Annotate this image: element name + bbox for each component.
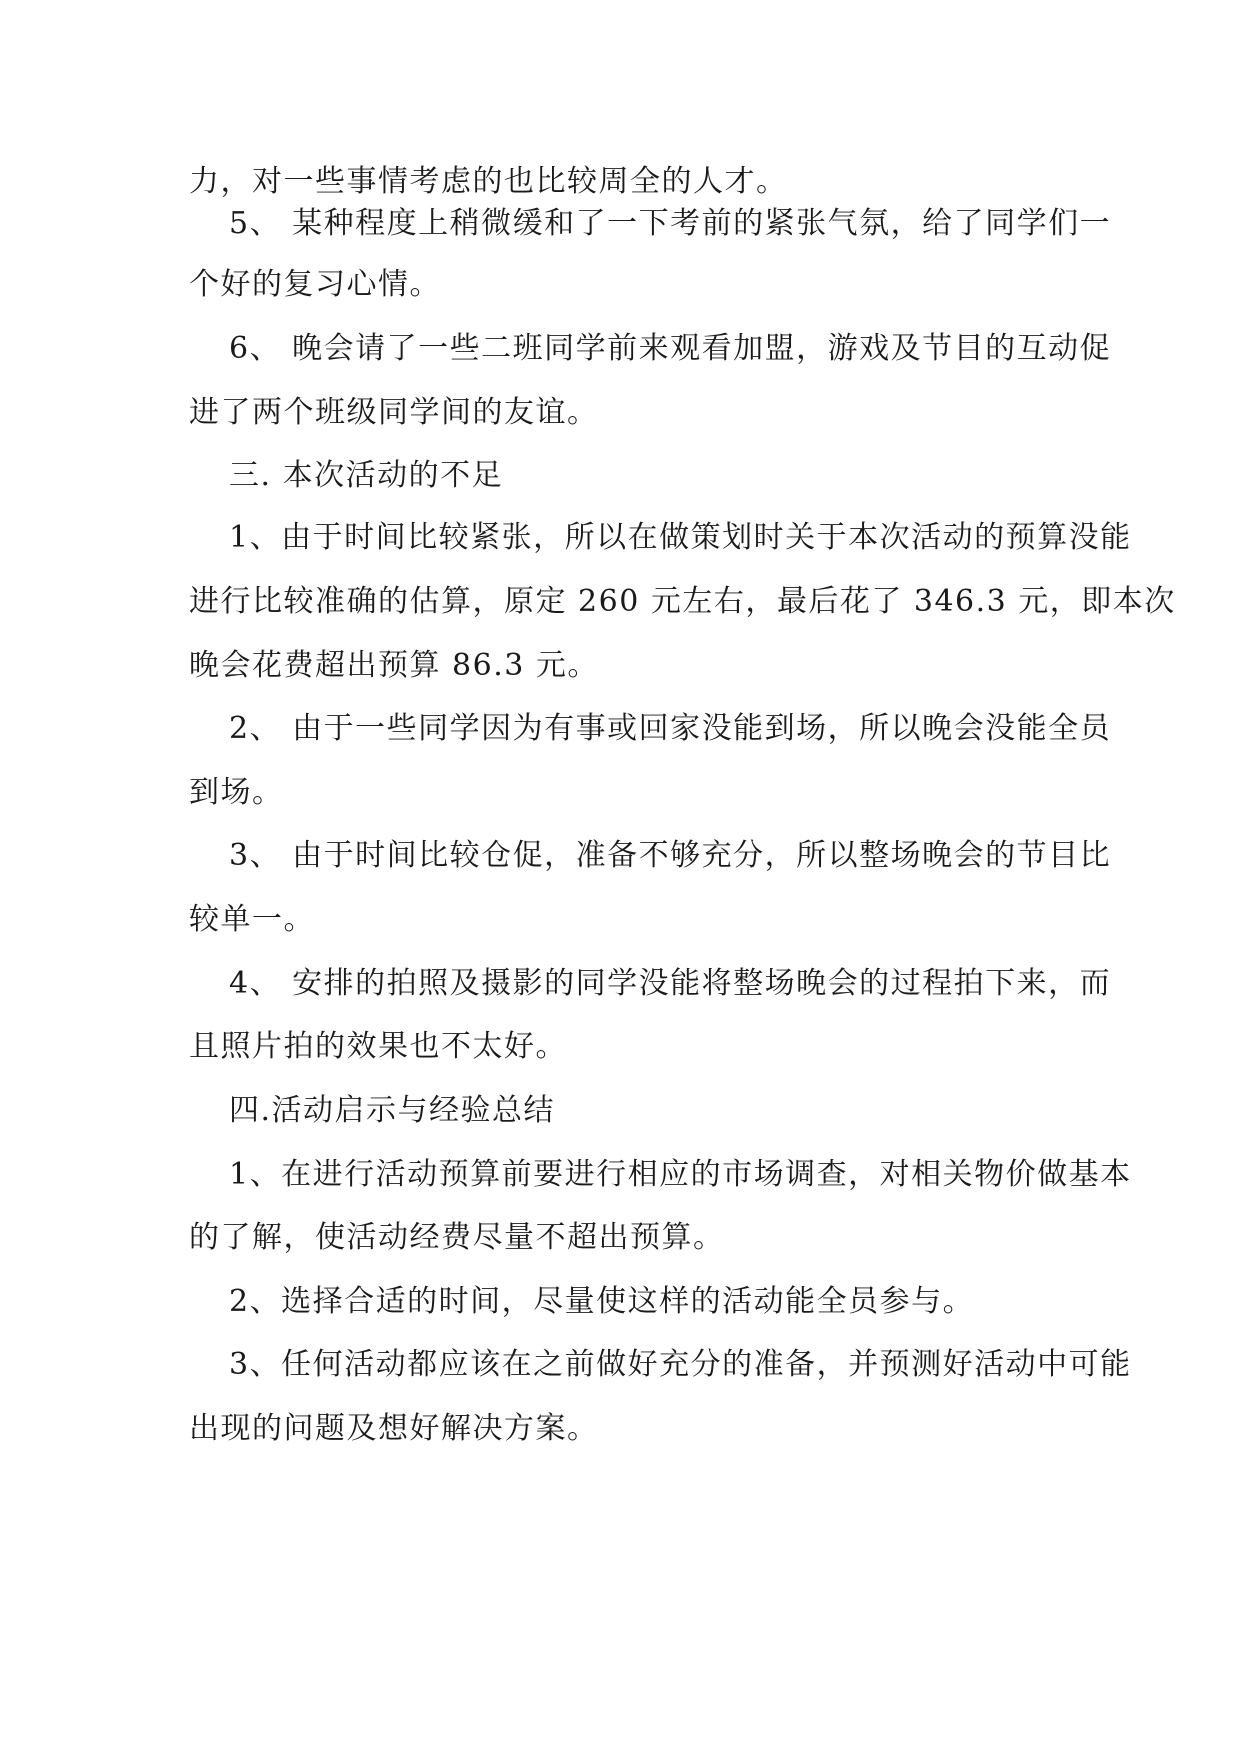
paragraph-line: 出现的问题及想好解决方案。 — [189, 1411, 599, 1446]
paragraph-line: 3、任何活动都应该在之前做好充分的准备，并预测好活动中可能 — [229, 1347, 1132, 1382]
paragraph-line: 到场。 — [189, 775, 284, 810]
paragraph-line: 晚会花费超出预算 86.3 元。 — [189, 648, 599, 683]
paragraph-line: 的了解，使活动经费尽量不超出预算。 — [189, 1220, 725, 1255]
section-heading: 四.活动启示与经验总结 — [229, 1093, 556, 1128]
paragraph-line: 1、在进行活动预算前要进行相应的市场调查，对相关物价做基本 — [229, 1157, 1132, 1192]
paragraph-line: 力，对一些事情考虑的也比较周全的人才。 — [189, 164, 788, 199]
paragraph-line: 进了两个班级同学间的友谊。 — [189, 395, 599, 430]
paragraph-line: 个好的复习心情。 — [189, 267, 441, 302]
paragraph-line: 1、由于时间比较紧张，所以在做策划时关于本次活动的预算没能 — [229, 520, 1132, 555]
paragraph-line: 6、 晚会请了一些二班同学前来观看加盟，游戏及节目的互动促 — [229, 331, 1112, 366]
paragraph-line: 3、 由于时间比较仓促，准备不够充分，所以整场晚会的节目比 — [229, 838, 1112, 873]
paragraph-line: 且照片拍的效果也不太好。 — [189, 1029, 567, 1064]
paragraph-line: 5、 某种程度上稍微缓和了一下考前的紧张气氛，给了同学们一 — [229, 206, 1112, 241]
paragraph-line: 4、 安排的拍照及摄影的同学没能将整场晚会的过程拍下来，而 — [229, 966, 1112, 1001]
paragraph-line: 较单一。 — [189, 902, 315, 937]
paragraph-line: 进行比较准确的估算，原定 260 元左右，最后花了 346.3 元，即本次 — [189, 584, 1176, 619]
paragraph-line: 2、 由于一些同学因为有事或回家没能到场，所以晚会没能全员 — [229, 711, 1112, 746]
paragraph-line: 2、选择合适的时间，尽量使这样的活动能全员参与。 — [229, 1284, 975, 1319]
section-heading: 三. 本次活动的不足 — [229, 458, 504, 493]
